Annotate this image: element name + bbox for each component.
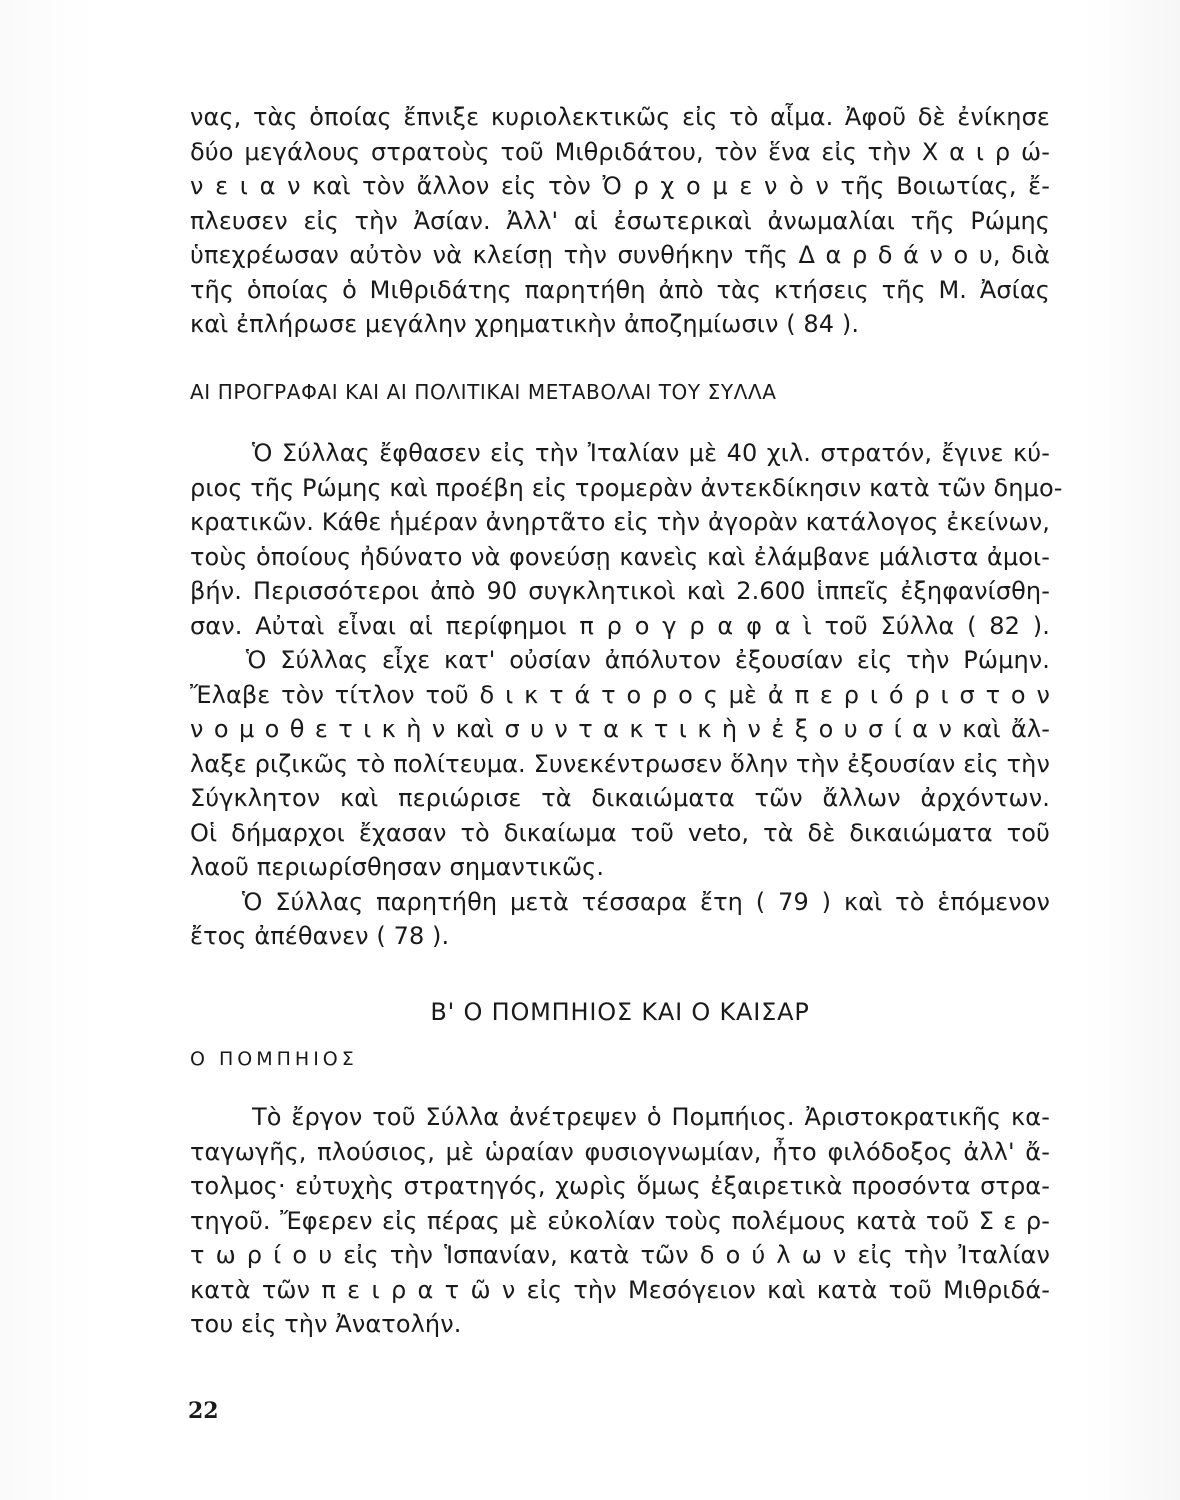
text-line: κατὰ τῶν π ε ι ρ α τ ῶ ν εἰς τὴν Μεσόγειον καὶ κατὰ τοῦ Μιθριδά- [190,1275,1050,1304]
text-line: ριος τῆς Ρώμης καὶ προέβη εἰς τρομερὰν ἀντεκδίκησιν κατὰ τῶν δημο- [190,473,1063,502]
text-line: ν ε ι α ν καὶ τὸν ἄλλον εἰς τὸν Ὀ ρ χ ο μ ε ν ὸ ν τῆς Βοιωτίας, ἔ- [190,172,1050,200]
text-line: τ ω ρ ί ο υ εἰς τὴν Ἱσπανίαν, κατὰ τῶν δ ο ύ λ ω ν εἰς τὴν Ἰταλίαν [190,1241,1050,1269]
text-line: Οἱ δήμαρχοι ἔχασαν τὸ δικαίωμα τοῦ veto, τὰ δὲ δικαιώματα τοῦ [190,818,1050,847]
text-line: του εἰς τὴν Ἀνατολήν. [190,1310,462,1338]
text-line: ν ο μ ο θ ε τ ι κ ὴ ν καὶ σ υ ν τ α κ τ ι κ ὴ ν ἐ ξ ο υ σ ί α ν καὶ ἄλ- [190,715,1050,743]
text-line: Ὁ Σύλλας ἔφθασεν εἰς τὴν Ἰταλίαν μὲ 40 χιλ. στρατόν, ἔγινε κύ- [252,439,1050,467]
text-line: Τὸ ἔργον τοῦ Σύλλα ἀνέτρεψεν ὁ Πομπήιος. Ἀριστοκρατικῆς κα- [252,1103,1050,1131]
text-line: κρατικῶν. Κάθε ἡμέραν ἀνηρτᾶτο εἰς τὴν ἀγορὰν κατάλογος ἐκείνων, [190,508,1050,536]
section-heading-pompey: Ο ΠΟΜΠΗΙΟΣ [190,1048,358,1070]
text-line: δύο μεγάλους στρατοὺς τοῦ Μιθριδάτου, τὸν ἕνα εἰς τὴν Χ α ι ρ ώ- [190,137,1050,166]
text-line: σαν. Αὐταὶ εἶναι αἱ περίφημοι π ρ ο γ ρ α φ α ὶ τοῦ Σύλλα ( 82 ). [190,611,1050,640]
text-line: τῆς ὁποίας ὁ Μιθριδάτης παρητήθη ἀπὸ τὰς κτήσεις τῆς Μ. Ἀσίας [190,275,1050,304]
sulla-paragraphs [190,436,1063,954]
text-line: λαοῦ περιωρίσθησαν σημαντικῶς. [190,853,605,881]
intro-paragraph [190,100,1050,342]
text-line: τοὺς ὁποίους ἠδύνατο νὰ φονεύσῃ κανεὶς καὶ ἐλάμβανε μάλιστα ἀμοι- [190,542,1050,571]
text-line: Ὁ Σύλλας παρητήθη μετὰ τέσσαρα ἔτη ( 79 ) καὶ τὸ ἑπόμενον [242,887,1050,916]
text-line: λαξε ριζικῶς τὸ πολίτευμα. Συνεκέντρωσεν ὅλην τὴν ἐξουσίαν εἰς τὴν [190,749,1050,778]
text-line: βήν. Περισσότεροι ἀπὸ 90 συγκλητικοὶ καὶ 2.600 ἱππεῖς ἐξηφανίσθη- [190,577,1050,605]
pompey-paragraph [190,1100,1050,1342]
chapter-heading: Β' Ο ΠΟΜΠΗΙΟΣ ΚΑΙ Ο ΚΑΙΣΑΡ [430,998,810,1026]
text-line: ταγωγῆς, πλούσιος, μὲ ὡραίαν φυσιογνωμίαν, ἦτο φιλόδοξος ἀλλ' ἄ- [190,1137,1050,1166]
text-line: Ἔλαβε τὸν τίτλον τοῦ δ ι κ τ ά τ ο ρ ο ς μὲ ἀ π ε ρ ι ό ρ ι σ τ ο ν [190,680,1050,709]
text-line: ὑπεχρέωσαν αὐτὸν νὰ κλείσῃ τὴν συνθήκην τῆς Δ α ρ δ ά ν ο υ, διὰ [190,241,1050,269]
text-line: Σύγκλητον καὶ περιώρισε τὰ δικαιώματα τῶν ἄλλων ἀρχόντων. [190,784,1050,812]
text-line: Ὁ Σύλλας εἶχε κατ' οὐσίαν ἀπόλυτον ἐξουσίαν εἰς τὴν Ρώμην. [246,646,1050,674]
text-line: τολμος· εὐτυχὴς στρατηγός, χωρὶς ὅμως ἐξαιρετικὰ προσόντα στρα- [190,1172,1050,1200]
page-number: 22 [188,1398,219,1424]
text-line: τηγοῦ. Ἔφερεν εἰς πέρας μὲ εὐκολίαν τοὺς πολέμους κατὰ τοῦ Σ ε ρ- [190,1206,1050,1235]
text-line: πλευσεν εἰς τὴν Ἀσίαν. Ἀλλ' αἱ ἐσωτερικαὶ ἀνωμαλίαι τῆς Ρώμης [190,206,1050,235]
text-line: ἔτος ἀπέθανεν ( 78 ). [190,922,450,950]
section-heading-proscriptions: ΑΙ ΠΡΟΓΡΑΦΑΙ ΚΑΙ ΑΙ ΠΟΛΙΤΙΚΑΙ ΜΕΤΑΒΟΛΑΙ ΤΟΥ ΣΥΛΛΑ [190,380,777,404]
text-line: νας, τὰς ὁποίας ἔπνιξε κυριολεκτικῶς εἰς τὸ αἷμα. Ἀφοῦ δὲ ἐνίκησε [190,103,1050,131]
text-line: καὶ ἐπλήρωσε μεγάλην χρηματικὴν ἀποζημίωσιν ( 84 ). [190,310,860,338]
